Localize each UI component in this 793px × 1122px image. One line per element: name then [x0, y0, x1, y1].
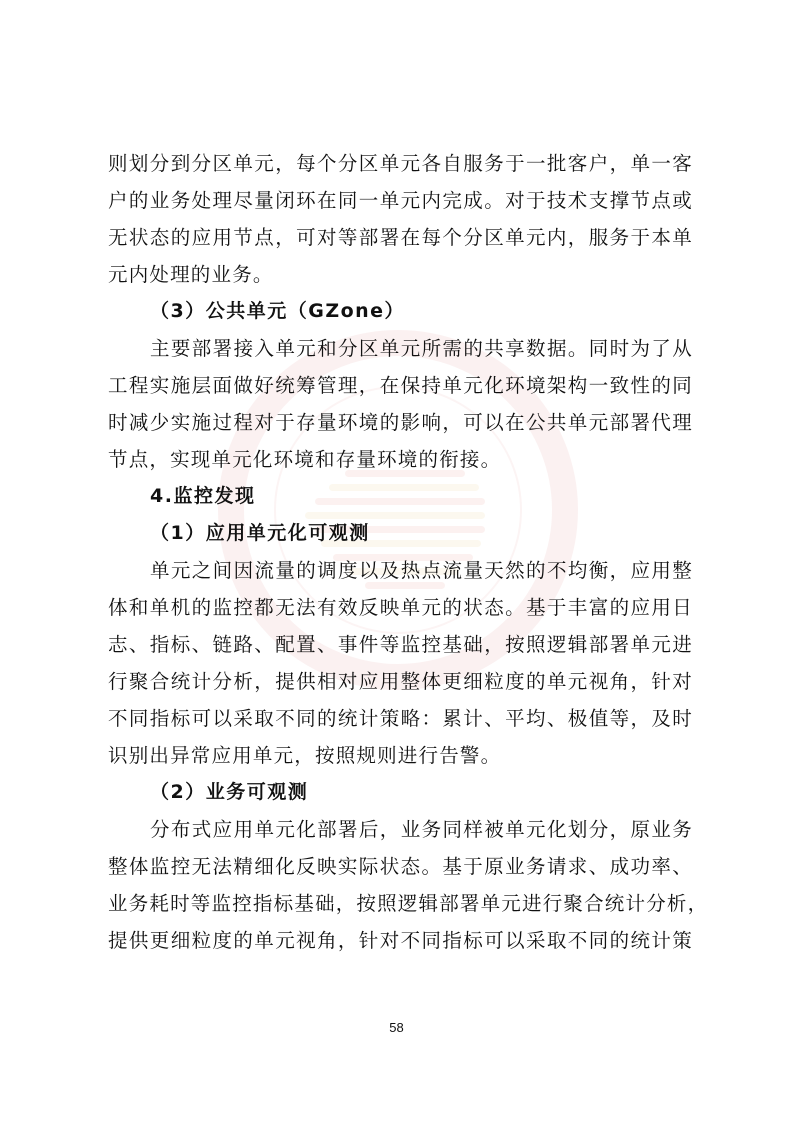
section-heading-business-observability: （2）业务可观测 [150, 781, 309, 803]
text-line: 体和单机的监控都无法有效反映单元的状态。基于丰富的应用日 [108, 596, 693, 619]
text-line: 户的业务处理尽量闭环在同一单元内完成。对于技术支撑节点或 [108, 189, 693, 212]
text-line: 元内处理的业务。 [108, 263, 274, 286]
text-line: 无状态的应用节点，可对等部署在每个分区单元内，服务于本单 [108, 226, 693, 249]
section-heading-monitoring: 4.监控发现 [150, 485, 256, 507]
section-heading-gzone: （3）公共单元（GZone） [150, 300, 406, 322]
text-line: 节点，实现单元化环境和存量环境的衔接。 [108, 448, 502, 471]
text-line: 时减少实施过程对于存量环境的影响，可以在公共单元部署代理 [108, 411, 693, 434]
paragraph [108, 552, 693, 774]
paragraph [108, 330, 693, 478]
text-line: 提供更细粒度的单元视角，针对不同指标可以采取不同的统计策 [108, 929, 693, 952]
text-line: 志、指标、链路、配置、事件等监控基础，按照逻辑部署单元进 [108, 633, 693, 656]
text-line: 识别出异常应用单元，按照规则进行告警。 [108, 744, 502, 767]
text-line: 不同指标可以采取不同的统计策略：累计、平均、极值等，及时 [108, 707, 693, 730]
text-line: 分布式应用单元化部署后，业务同样被单元化划分，原业务 [150, 818, 693, 841]
paragraph [108, 145, 693, 293]
section-heading-app-observability: （1）应用单元化可观测 [150, 522, 370, 544]
text-line: 单元之间因流量的调度以及热点流量天然的不均衡，应用整 [150, 559, 693, 582]
document-body [108, 145, 709, 959]
text-line: 业务耗时等监控指标基础，按照逻辑部署单元进行聚合统计分析， [108, 892, 709, 915]
page-number: 58 [389, 1020, 404, 1035]
text-line: 整体监控无法精细化反映实际状态。基于原业务请求、成功率、 [108, 855, 693, 878]
text-line: 工程实施层面做好统筹管理，在保持单元化环境架构一致性的同 [108, 374, 693, 397]
text-line: 则划分到分区单元，每个分区单元各自服务于一批客户，单一客 [108, 152, 693, 175]
paragraph [108, 811, 709, 959]
text-line: 行聚合统计分析，提供相对应用整体更细粒度的单元视角，针对 [108, 670, 693, 693]
text-line: 主要部署接入单元和分区单元所需的共享数据。同时为了从 [150, 337, 693, 360]
